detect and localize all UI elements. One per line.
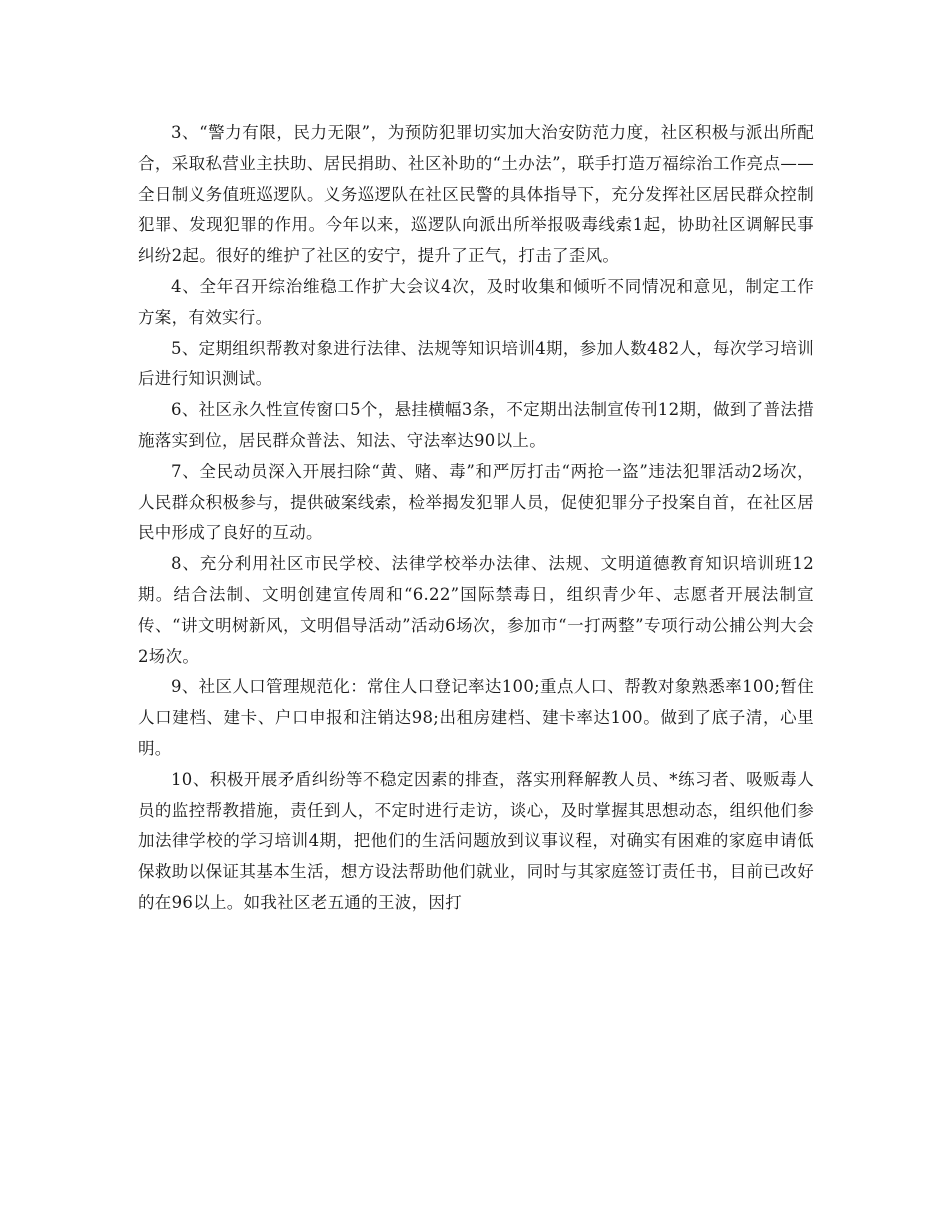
paragraph-item-3: 3、“警力有限，民力无限”，为预防犯罪切实加大治安防范力度，社区积极与派出所配合，采取私营业主扶助、居民捐助、社区补助的“土办法”，联手打造万福综治工作亮点——全日制义务值班巡逻队。义务巡逻队在社区民警的具体指导下，充分发挥社区居民群众控制犯罪、发现犯罪的作用。今年以来，巡逻队向派出所举报吸毒线索1起，协助社区调解民事纠纷2起。很好的维护了社区的安宁，提升了正气，打击了歪风。 <box>138 123 814 266</box>
paragraph-item-5: 5、定期组织帮教对象进行法律、法规等知识培训4期，参加人数482人，每次学习培训后进行知识测试。 <box>138 338 814 389</box>
document-page <box>138 118 814 919</box>
paragraph-item-7: 7、全民动员深入开展扫除“黄、赌、毒”和严厉打击“两抢一盗”违法犯罪活动2场次，人民群众积极参与，提供破案线索，检举揭发犯罪人员，促使犯罪分子投案自首，在社区居民中形成了良好的互动。 <box>138 461 814 543</box>
paragraph-item-9: 9、社区人口管理规范化：常住人口登记率达100;重点人口、帮教对象熟悉率100;暂住人口建档、建卡、户口申报和注销达98;出租房建档、建卡率达100。做到了底子清，心里明。 <box>138 677 814 758</box>
paragraph-item-6: 6、社区永久性宣传窗口5个，悬挂横幅3条，不定期出法制宣传刊12期，做到了普法措施落实到位，居民群众普法、知法、守法率达90以上。 <box>138 400 814 450</box>
paragraph-item-8: 8、充分利用社区市民学校、法律学校举办法律、法规、文明道德教育知识培训班12期。结合法制、文明创建宣传周和“6.22”国际禁毒日，组织青少年、志愿者开展法制宣传、“讲文明树新风，文明倡导活动”活动6场次，参加市“一打两整”专项行动公捕公判大会2场次。 <box>138 554 814 666</box>
paragraph-item-10: 10、积极开展矛盾纠纷等不稳定因素的排查，落实刑释解教人员、*练习者、吸贩毒人员的监控帮教措施，责任到人，不定时进行走访，谈心，及时掌握其思想动态，组织他们参加法律学校的学习培训4期，把他们的生活问题放到议事议程，对确实有困难的家庭申请低保救助以保证其基本生活，想方设法帮助他们就业，同时与其家庭签订责任书，目前已改好的在96以上。如我社区老五通的王波，因打 <box>138 769 814 912</box>
paragraph-item-4: 4、全年召开综治维稳工作扩大会议4次，及时收集和倾听不同情况和意见，制定工作方案，有效实行。 <box>138 276 814 327</box>
